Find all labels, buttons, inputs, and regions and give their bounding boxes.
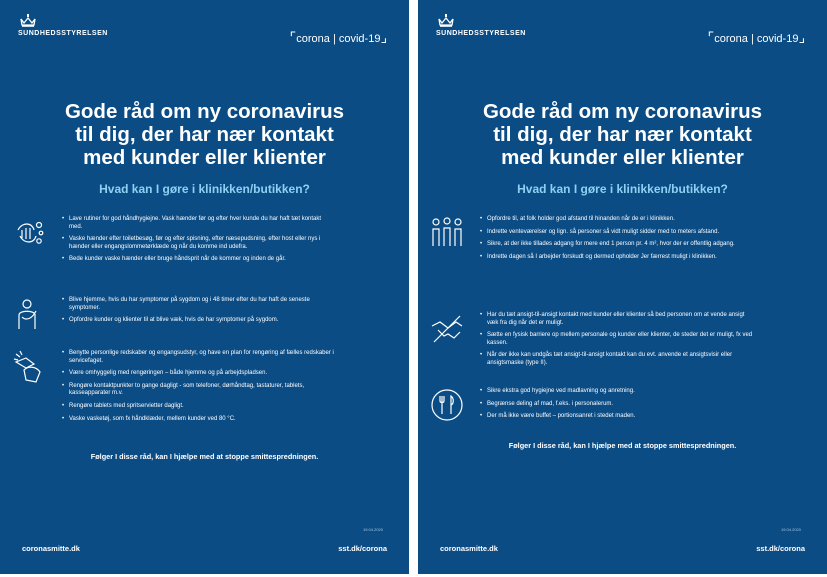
cutlery-icon xyxy=(430,388,464,422)
poster-left xyxy=(0,0,409,574)
hand-washing-icon xyxy=(12,216,46,250)
footer-link-coronasmitte[interactable]: coronasmitte.dk xyxy=(440,544,498,553)
bullet-item: • Opfordre kunder og klienter til at blive væk, hvis de har symptomer på sygdom. xyxy=(62,317,335,325)
bullet-item: • Bede kunder vaske hænder eller bruge håndsprit når de kommer og inden de går. xyxy=(62,256,335,264)
page-title: Gode råd om ny coronavirus til dig, der har nær kontakt med kunder eller klienter xyxy=(64,100,345,169)
bullet-item: • Rengøre kontaktpunkter to gange dagligt - som telefoner, dørhåndtag, tastaturer, tablets, kasseapparater m.v. xyxy=(62,383,335,398)
date-stamp: 19.04.2020 xyxy=(780,527,801,532)
bullet-item: • Begrænse deling af mad, f.eks. i personalerum. xyxy=(480,401,753,409)
bullet-item: • Sikre ekstra god hygiejne ved madlavning og anretning. xyxy=(480,388,753,396)
bullet-item: • Vaske vasketøj, som fx håndklæder, mellem kunder ved 80 °C. xyxy=(62,416,335,424)
org-name: SUNDHEDSSTYRELSEN xyxy=(18,30,108,37)
logo xyxy=(436,14,556,37)
bullet-item: • Har du tæt ansigt-til-ansigt kontakt med kunder eller klienter så bed personen om at vende ansigt væk fra dig når det er muligt. xyxy=(480,312,753,327)
campaign-tag: ⌜corona | covid-19⌟ xyxy=(707,29,805,45)
closing-text: Følger I disse råd, kan I hjælpe med at stoppe smittespredningen. xyxy=(90,452,319,461)
bullet-item: • Sætte en fysisk barriere op mellem personale og kunder eller klienter, de steder det er muligt, fx ved kassen. xyxy=(480,332,753,347)
subtitle: Hvad kan I gøre i klinikken/butikken? xyxy=(517,182,728,196)
org-name: SUNDHEDSSTYRELSEN xyxy=(436,30,526,37)
footer-link-sst[interactable]: sst.dk/corona xyxy=(338,544,387,553)
page-title: Gode råd om ny coronavirus til dig, der har nær kontakt med kunder eller klienter xyxy=(482,100,763,169)
bullet-item: • Når der ikke kan undgås tæt ansigt-til-ansigt kontakt kan du evt. anvende et ansigtsvisir eller ansigtsmaske (type II). xyxy=(480,352,753,367)
date-stamp: 19.04.2020 xyxy=(362,527,383,532)
bullet-item: • Indrette venteværelser og lign. så personer så vidt muligt sidder med to meters afstand. xyxy=(480,229,753,237)
bullet-item: • Rengøre tablets med spritservietter dagligt. xyxy=(62,403,335,411)
bullet-item: • Der må ikke være buffet – portionsanret i stedet maden. xyxy=(480,413,753,421)
closing-text: Følger I disse råd, kan I hjælpe med at stoppe smittespredningen. xyxy=(508,441,737,450)
campaign-tag: ⌜corona | covid-19⌟ xyxy=(289,29,387,45)
bullet-item: • Indrette dagen så I arbejder forskudt og dermed opholder Jer færrest muligt i klinikken. xyxy=(480,254,753,262)
sick-person-icon xyxy=(12,297,46,331)
bullet-item: • Benytte personlige redskaber og engangsudstyr, og have en plan for rengøring af fælles redskaber i servicefaget. xyxy=(62,350,335,365)
crown-icon xyxy=(438,14,454,27)
bullet-item: • Blive hjemme, hvis du har symptomer på sygdom og i 48 timer efter du har haft de seneste symptomer. xyxy=(62,297,335,312)
bullet-item: • Opfordre til, at folk holder god afstand til hinanden når de er i klinikken. xyxy=(480,216,753,224)
distance-section xyxy=(480,216,753,266)
hygiene-section xyxy=(62,216,335,269)
poster-right xyxy=(418,0,827,574)
footer-link-coronasmitte[interactable]: coronasmitte.dk xyxy=(22,544,80,553)
contact-section xyxy=(480,312,753,373)
bullet-item: • Vaske hænder efter toiletbesøg, før og efter spisning, efter næsepudsning, efter host eller nys i hænder eller engangslommetørklæde og når du komme ind udefra. xyxy=(62,236,335,251)
food-section xyxy=(480,388,753,426)
cleaning-section xyxy=(62,350,335,428)
crown-icon xyxy=(20,14,36,27)
bullet-item: • Lave rutiner for god håndhygiejne. Vask hænder før og efter hver kunde du har haft tæt kontakt med. xyxy=(62,216,335,231)
symptoms-section xyxy=(62,297,335,330)
logo xyxy=(18,14,138,37)
people-distance-icon xyxy=(430,216,464,250)
bullet-item: • Sikre, at der ikke tillades adgang for mere end 1 person pr. 4 m², hvor der er offentlig adgang. xyxy=(480,241,753,249)
footer-link-sst[interactable]: sst.dk/corona xyxy=(756,544,805,553)
no-handshake-icon xyxy=(430,312,464,346)
bullet-item: • Være omhyggelig med rengøringen – både hjemme og på arbejdspladsen. xyxy=(62,370,335,378)
cleaning-cloth-icon xyxy=(12,350,46,384)
subtitle: Hvad kan I gøre i klinikken/butikken? xyxy=(99,182,310,196)
